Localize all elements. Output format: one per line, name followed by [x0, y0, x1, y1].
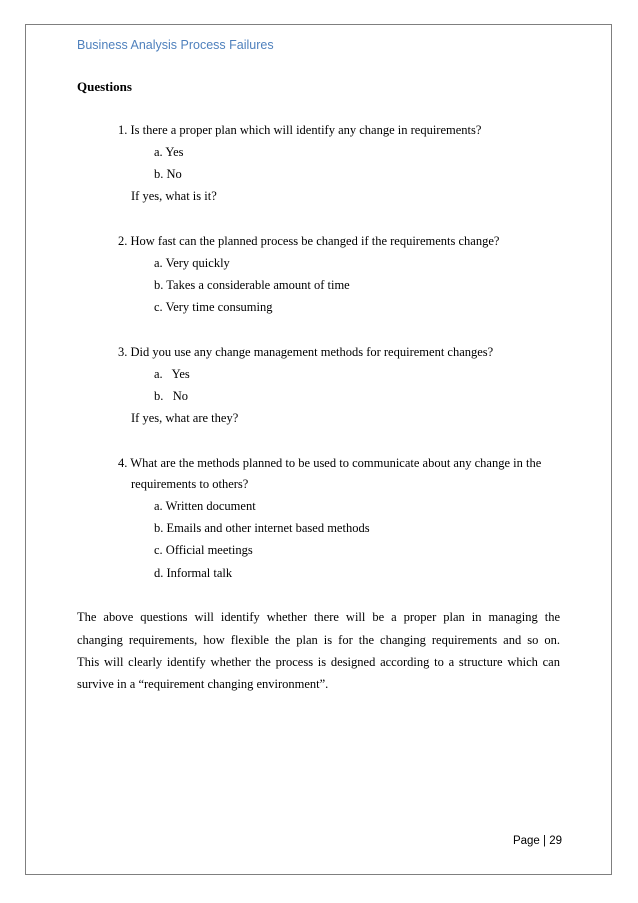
question-3-option-a: a. Yes	[154, 367, 190, 381]
summary-line-2: changing requirements, how flexible the plan is for the changing requirements and so on.	[77, 633, 560, 647]
summary-line-3: This will clearly identify whether the process is designed according to a structure which can	[77, 655, 560, 669]
question-2: 2. How fast can the planned process be changed if the requirements change?	[118, 234, 500, 248]
question-3: 3. Did you use any change management methods for requirement changes?	[118, 345, 494, 359]
question-1-option-b: b. No	[154, 167, 182, 181]
section-heading: Questions	[77, 79, 132, 94]
question-2-option-c: c. Very time consuming	[154, 300, 273, 314]
question-4-continuation: requirements to others?	[131, 477, 249, 491]
question-4-option-d: d. Informal talk	[154, 566, 233, 580]
question-2-option-b: b. Takes a considerable amount of time	[154, 278, 350, 292]
question-4-option-b: b. Emails and other internet based methods	[154, 521, 370, 535]
question-3-followup: If yes, what are they?	[131, 411, 239, 425]
summary-line-4: survive in a “requirement changing environment”.	[77, 677, 329, 691]
running-header: Business Analysis Process Failures	[77, 38, 274, 52]
question-1-followup: If yes, what is it?	[131, 189, 217, 203]
question-4-option-a: a. Written document	[154, 499, 256, 513]
question-1: 1. Is there a proper plan which will identify any change in requirements?	[118, 123, 482, 137]
question-3-option-b: b. No	[154, 389, 189, 403]
question-4-option-c: c. Official meetings	[154, 543, 253, 557]
question-1-option-a: a. Yes	[154, 145, 184, 159]
summary-line-1: The above questions will identify whether there will be a proper plan in managing the	[77, 610, 560, 624]
question-4: 4. What are the methods planned to be used to communicate about any change in the	[118, 456, 542, 470]
question-2-option-a: a. Very quickly	[154, 256, 230, 270]
page-border	[25, 24, 612, 875]
page-number: Page | 29	[512, 835, 562, 847]
